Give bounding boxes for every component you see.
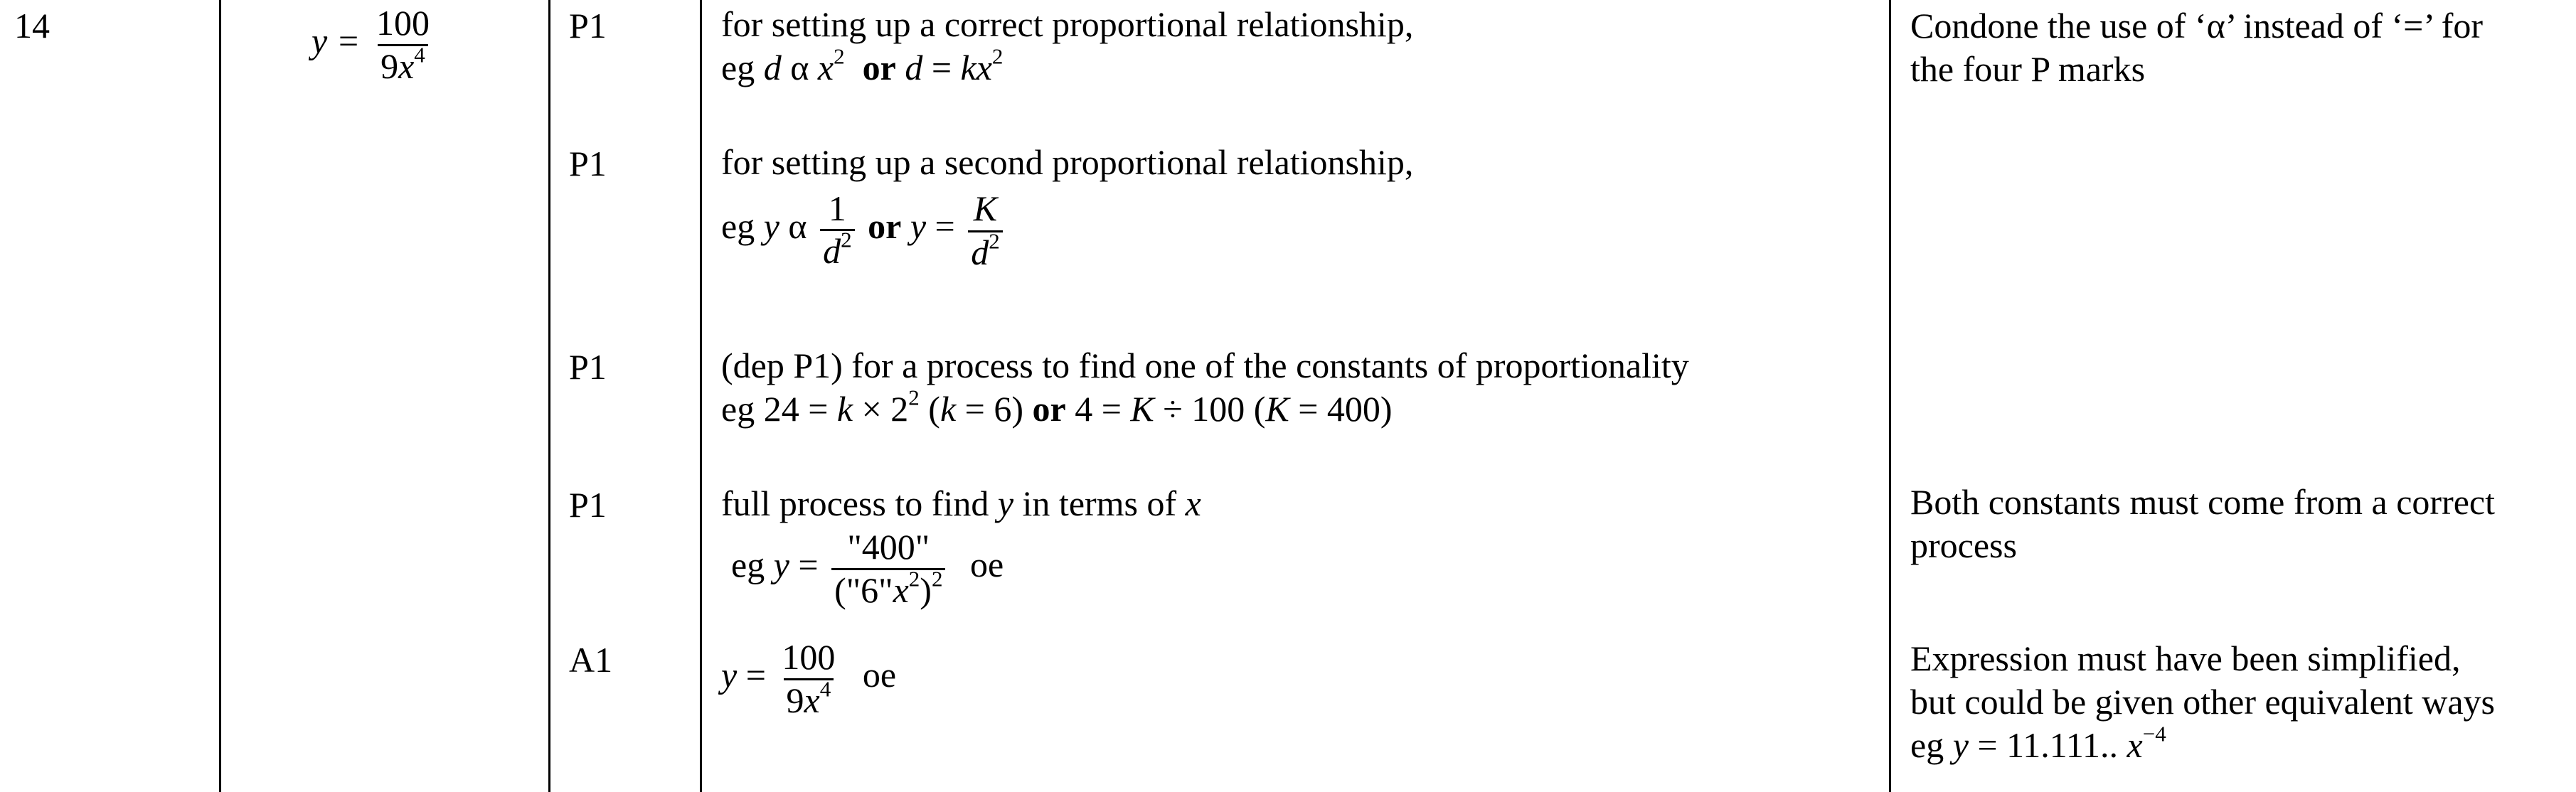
answer-expression (312, 3, 437, 87)
answer-denominator: $9x^4$ (378, 44, 428, 87)
mark-1-line-2: eg d α $x^2$ or $d = kx^2$ (721, 43, 1004, 87)
column-divider-1 (219, 0, 221, 792)
guidance-3-line-2: but could be given other equivalent ways (1910, 682, 2495, 722)
mark-4-fraction: $\frac{"400"}{("6"x^2)^2}$ (831, 527, 945, 611)
mark-5-fraction: $\frac{100}{9x^4}$ (782, 637, 836, 720)
mark-code-4: P1 (569, 485, 607, 525)
mark-text-4 (721, 482, 1201, 611)
mark-code-1: P1 (569, 6, 607, 46)
mark-1-line-1: for setting up a correct proportional relationship, (721, 4, 1414, 44)
answer-lhs: y = (312, 21, 361, 61)
column-divider-2 (548, 0, 550, 792)
mark-text-5: y = $\frac{100}{9x^4}$ oe (721, 637, 897, 720)
mark-2-line-2: eg y α $\frac{1}{d^2}$ or y = $\frac{K}{d^2}$ (721, 187, 1413, 274)
answer-numerator: 100 (376, 3, 430, 43)
guidance-1-line-2: the four P marks (1910, 49, 2146, 89)
question-number: 14 (14, 6, 50, 46)
mark-2-fraction-1: $\frac{1}{d^2}$ (820, 188, 855, 272)
mark-text-1 (721, 3, 1413, 90)
guidance-1-line-1: Condone the use of ‘α’ instead of ‘=’ for (1910, 6, 2484, 46)
mark-code-3: P1 (569, 347, 607, 387)
guidance-3 (1910, 637, 2495, 767)
mark-2-line-1: for setting up a second proportional relationship, (721, 142, 1414, 182)
mark-text-2 (721, 141, 1413, 274)
guidance-3-line-3: eg y = 11.111.. $x^{-4}$ (1910, 721, 2166, 765)
mark-text-3 (721, 344, 1689, 431)
guidance-1 (1910, 4, 2483, 91)
mark-3-line-1: (dep P1) for a process to find one of the constants of proportionality (721, 346, 1689, 385)
column-divider-3 (700, 0, 702, 792)
mark-3-line-2: eg $24 = k \times 2^2$ (k = 6) or 4 = K ÷ 100 (K = 400) (721, 385, 1393, 429)
guidance-2-line-1: Both constants must come from a correct (1910, 482, 2495, 522)
guidance-2 (1910, 481, 2495, 567)
answer-fraction (373, 3, 432, 87)
mark-2-fraction-2: $\frac{K}{d^2}$ (968, 187, 1003, 274)
mark-code-5: A1 (569, 640, 613, 680)
column-divider-4 (1889, 0, 1891, 792)
guidance-2-line-2: process (1910, 525, 2017, 565)
mark-4-line-1: full process to find y in terms of x (721, 483, 1201, 523)
mark-code-2: P1 (569, 144, 607, 183)
guidance-3-line-1: Expression must have been simplified, (1910, 638, 2461, 678)
mark-4-line-2: eg y = $\frac{"400"}{("6"x^2)^2}$ oe (731, 527, 1004, 610)
